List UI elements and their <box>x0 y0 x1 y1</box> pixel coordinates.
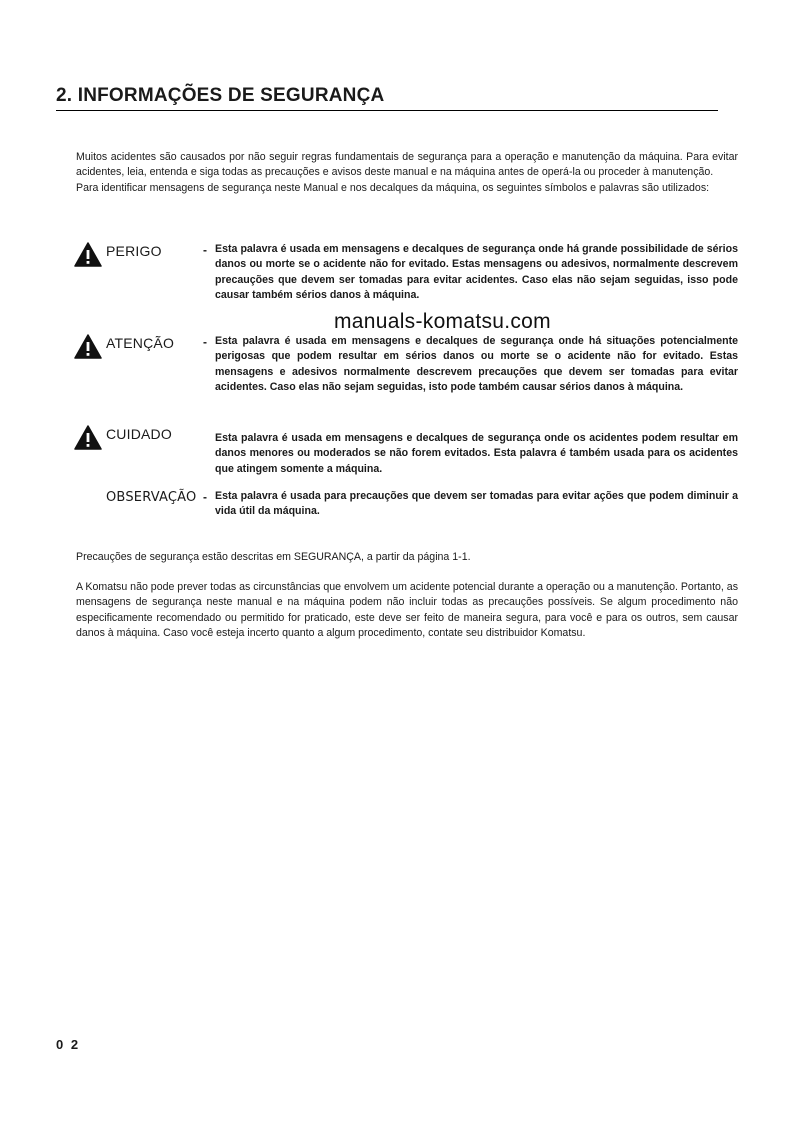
intro-text-2: Para identificar mensagens de segurança neste Manual e nos decalques da máquina, os seguintes símbolos e palavras são utilizados: <box>76 181 710 194</box>
signal-word: OBSERVAÇÃO <box>106 490 197 505</box>
safety-reference: Precauções de segurança estão descritas em SEGURANÇA, a partir da página 1-1. <box>76 551 471 563</box>
warning-text: Esta palavra é usada para precauções que devem ser tomadas para evitar ações que podem diminuir a vida útil da máquina. <box>215 490 738 518</box>
page-number: 0 2 <box>56 1037 81 1052</box>
signal-word: CUIDADO <box>106 426 172 442</box>
signal-word: ATENÇÃO <box>106 335 175 351</box>
dash: - <box>203 490 207 504</box>
warning-text: Esta palavra é usada em mensagens e decalques de segurança onde há grande possibilidade de sérios danos ou morte se o acidente não for evitado. Estas mensagens ou adesivos, normalmente descrevem precauções que devem ser tomadas para evitar acidentes. Caso elas não sejam seguidas, isso pode causar também sérios danos à máquina. <box>215 243 738 301</box>
watermark: manuals-komatsu.com <box>334 310 551 333</box>
signal-word: PERIGO <box>106 243 162 259</box>
dash: - <box>203 243 207 257</box>
warning-triangle-icon <box>74 334 102 359</box>
disclaimer-paragraph: A Komatsu não pode prever todas as circunstâncias que envolvem um acidente potencial durante a operação ou a manutenção. Portanto, as mensagens de segurança neste manual e na máquina podem não incluir todas as precauções possíveis. Se algum procedimento não especificamente recomendado ou permitido for praticado, este deve ser feito de maneira segura, para você e para os outros, sem causar danos à máquina. Caso você esteja incerto quanto a algum procedimento, contate seu distribuidor Komatsu. <box>76 581 738 639</box>
section-title: 2. INFORMAÇÕES DE SEGURANÇA <box>56 84 718 111</box>
warning-text: Esta palavra é usada em mensagens e decalques de segurança onde os acidentes podem resultar em danos menores ou moderados se não forem evitados. Esta palavra é também usada para os acidentes que atingem somente a máquina. <box>215 432 738 475</box>
warning-triangle-icon <box>74 242 102 267</box>
dash: - <box>203 335 207 349</box>
intro-paragraph <box>76 150 738 196</box>
warning-text: Esta palavra é usada em mensagens e decalques de segurança onde há situações potencialmente perigosas que podem resultar em sérios danos ou morte se o acidente não for evitado. Estas mensagens e adesivos normalmente descrevem precauções que devem ser tomadas para evitar acidentes. Caso elas não sejam seguidas, isto pode também causar sérios danos à máquina. <box>215 335 738 393</box>
intro-text-1: Muitos acidentes são causados por não seguir regras fundamentais de segurança para a operação e manutenção da máquina. Para evitar acidentes, leia, entenda e siga todas as precauções e avisos deste manual e na máquina antes de operá-la ou proceder à manutenção. <box>76 151 738 179</box>
warning-triangle-icon <box>74 425 102 450</box>
